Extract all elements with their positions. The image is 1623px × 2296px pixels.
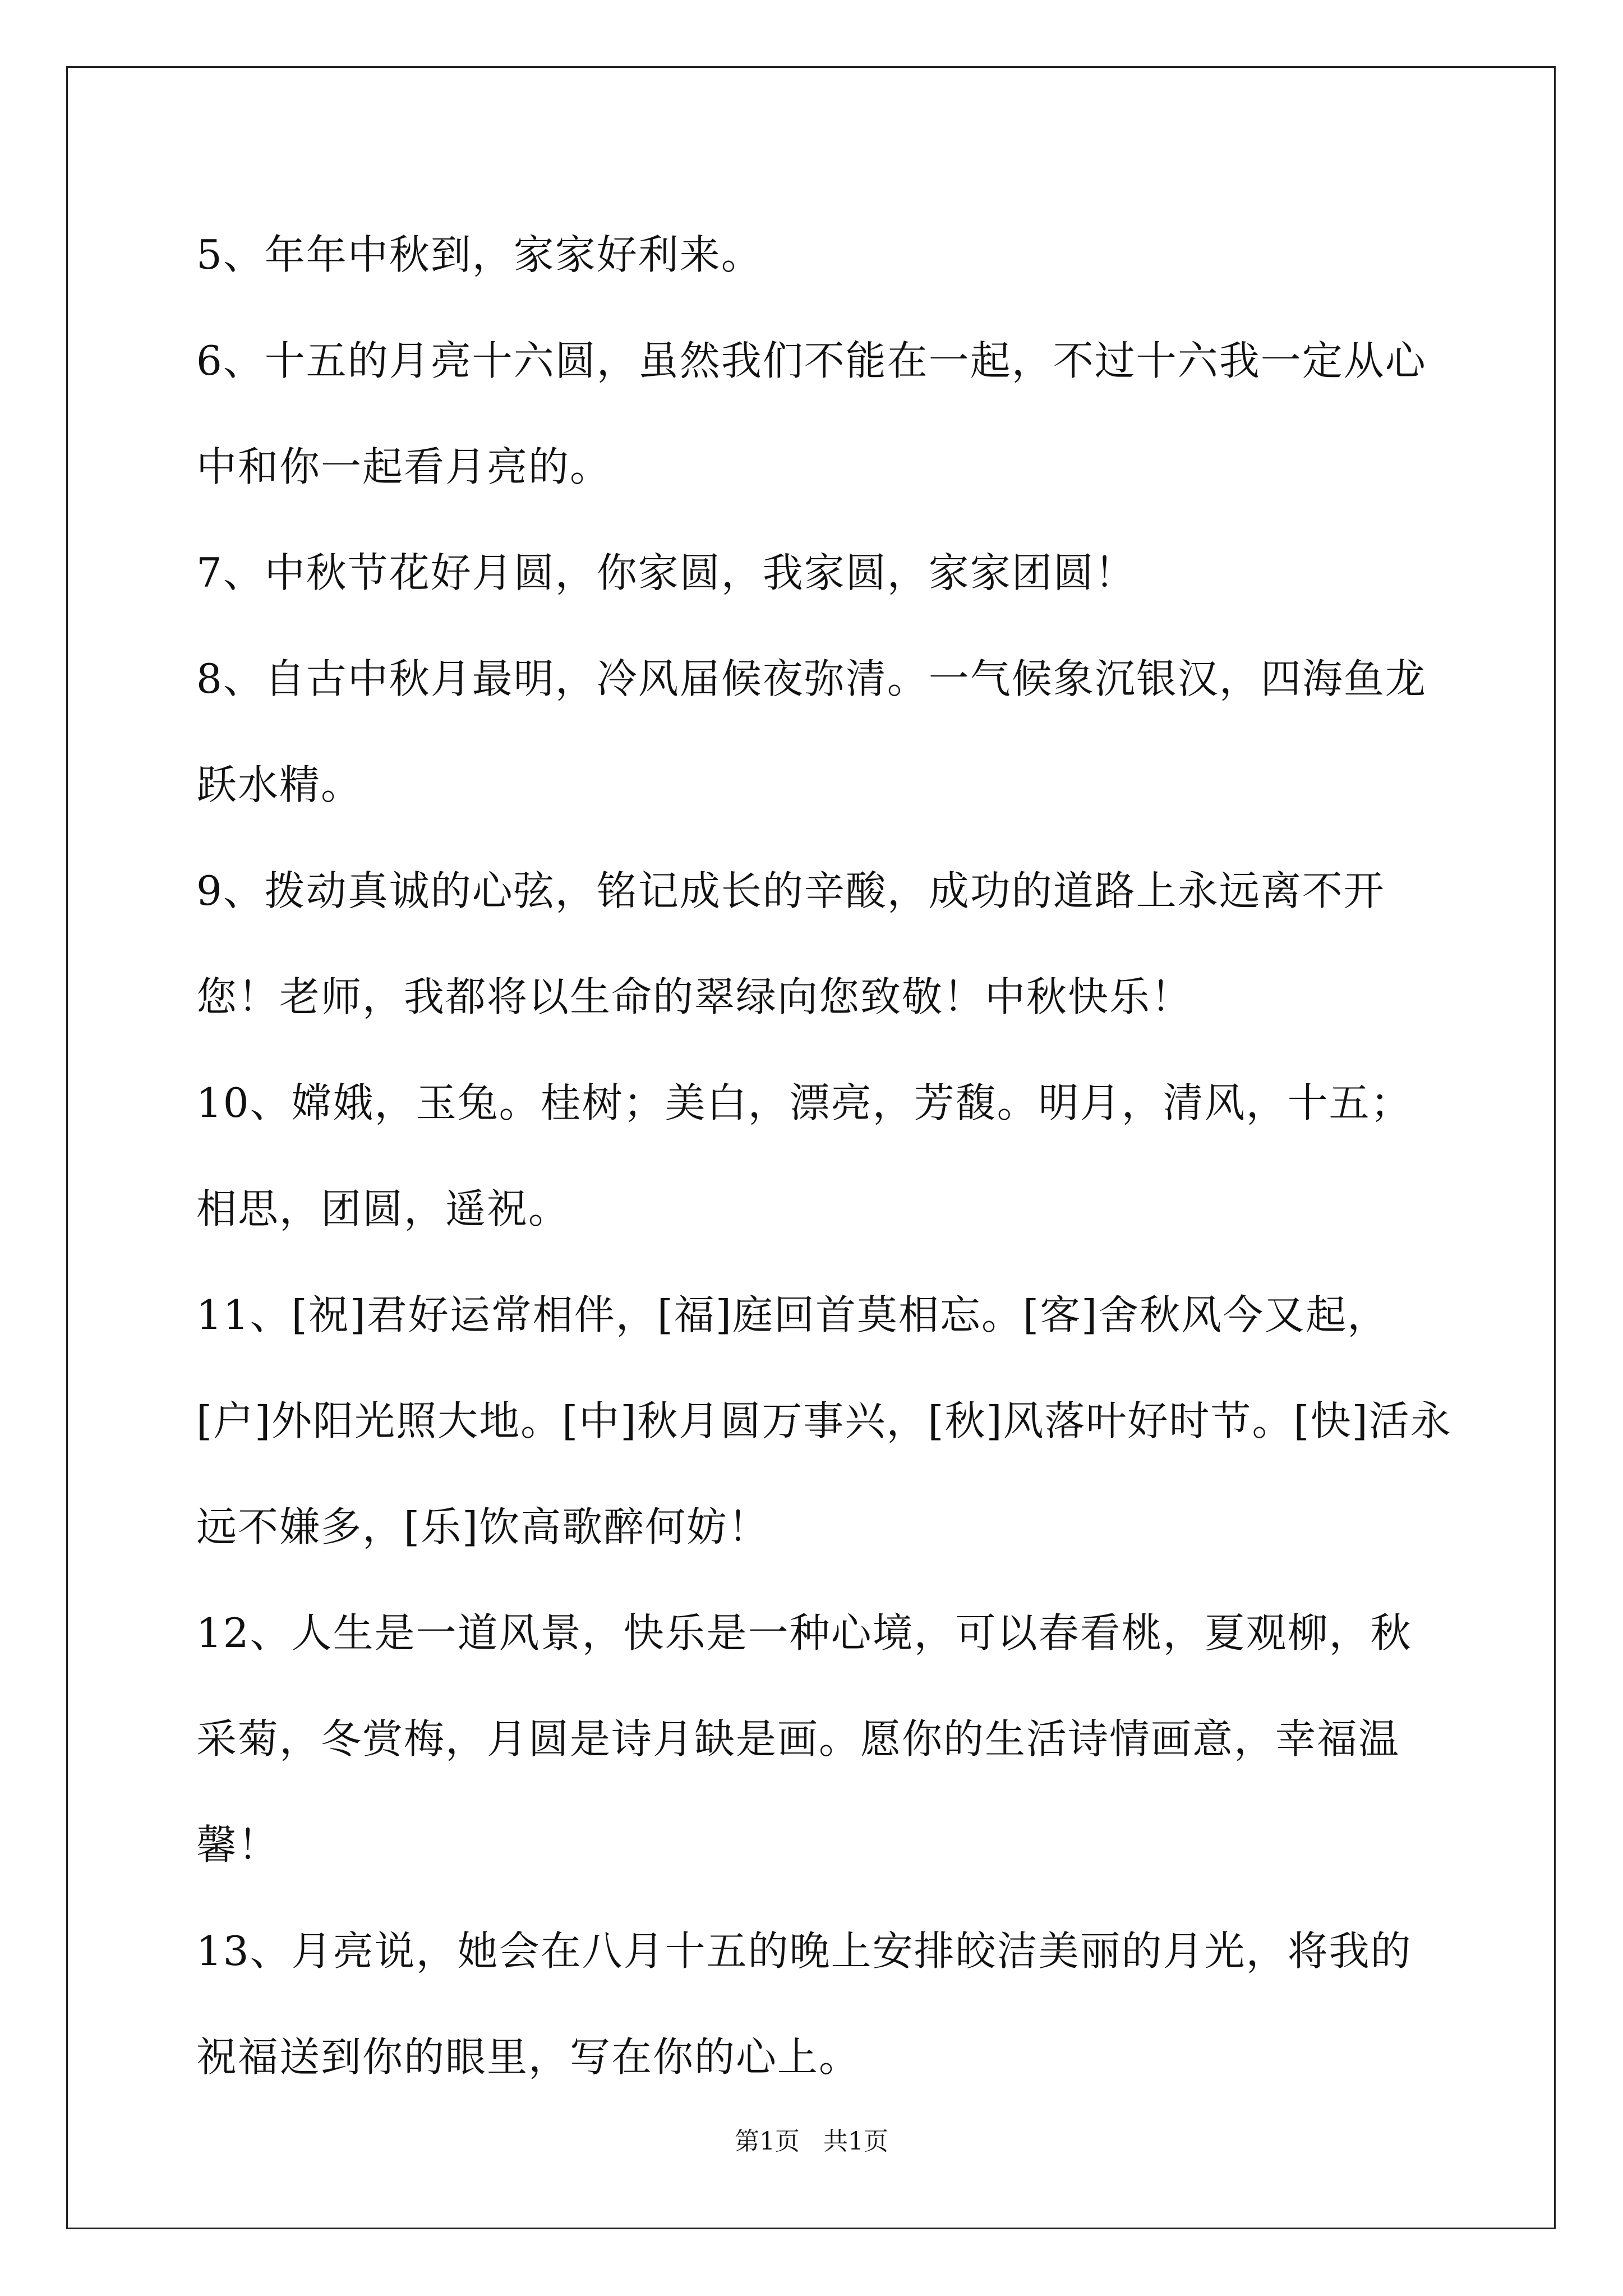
paragraph-6: 6、十五的月亮十六圆，虽然我们不能在一起，不过十六我一定从心中和你一起看月亮的。: [196, 337, 1427, 490]
paragraph-5: 5、年年中秋到，家家好利来。: [196, 231, 763, 278]
paragraph-12: 12、人生是一道风景，快乐是一种心境，可以春看桃，夏观柳，秋采菊，冬赏梅，月圆是诗月缺是画。愿你的生活诗情画意，幸福温馨！: [196, 1609, 1412, 1869]
paragraph-10: 10、嫦娥，玉兔。桂树；美白，漂亮，芳馥。明月，清风，十五；相思，团圆，遥祝。: [196, 1079, 1412, 1232]
page-footer: [0, 2125, 1623, 2159]
paragraph-8: 8、自古中秋月最明，冷风届候夜弥清。一气候象沉银汉，四海鱼龙跃水精。: [196, 655, 1427, 808]
page-number-label: 第1页 共1页: [735, 2127, 888, 2156]
paragraph-13: 13、月亮说，她会在八月十五的晚上安排皎洁美丽的月光，将我的祝福送到你的眼里，写在你的心上。: [196, 1927, 1412, 2081]
paragraph-11: 11、[祝]君好运常相伴，[福]庭回首莫相忘。[客]舍秋风今又起，[户]外阳光照大地。[中]秋月圆万事兴，[秋]风落叶好时节。[快]活永远不嫌多，[乐]饮高歌醉何妨！: [196, 1291, 1452, 1550]
paragraph-9: 9、拨动真诚的心弦，铭记成长的辛酸，成功的道路上永远离不开您！老师，我都将以生命的翠绿向您致敬！中秋快乐！: [196, 867, 1385, 1020]
paragraph-7: 7、中秋节花好月圆，你家圆，我家圆，家家团圆！: [196, 549, 1136, 596]
document-body: [196, 202, 1453, 2110]
